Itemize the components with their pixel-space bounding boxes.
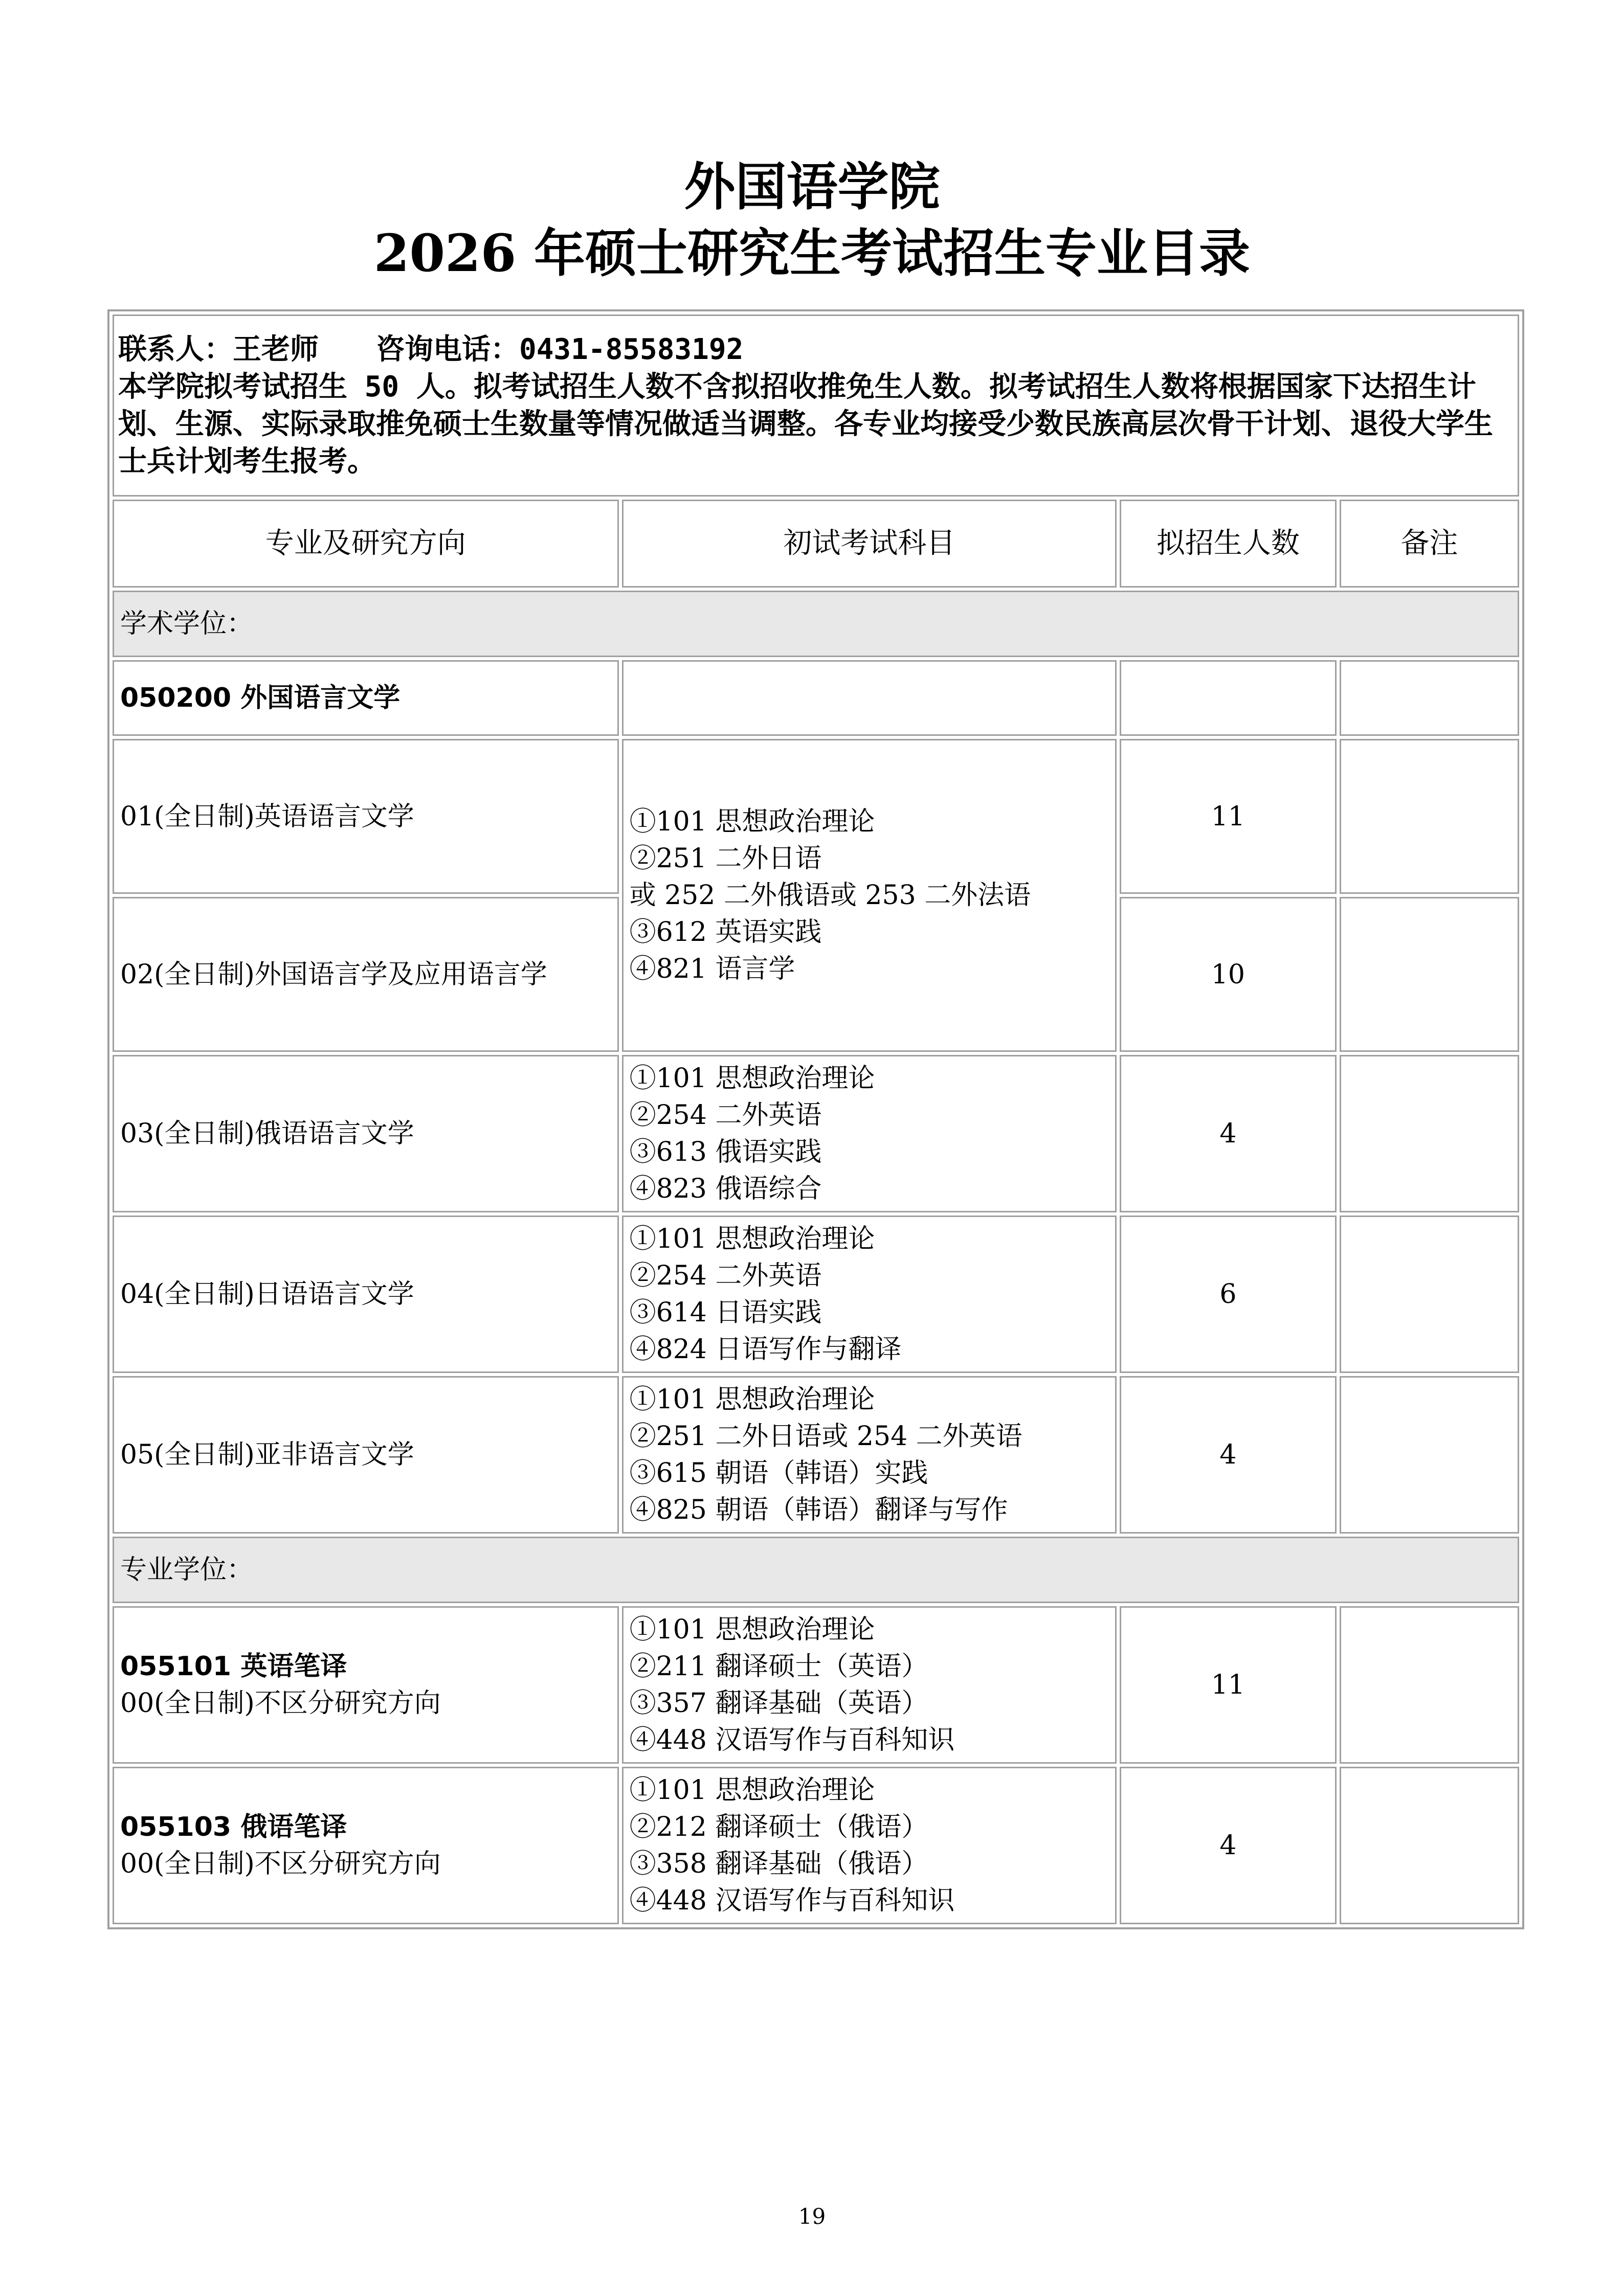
exam-item: ④824 日语写作与翻译 — [629, 1334, 902, 1365]
exam-item: ④448 汉语写作与百科知识 — [629, 1885, 955, 1916]
section-professional: 专业学位： — [113, 1537, 1519, 1603]
info-row — [113, 314, 1519, 497]
note-cell — [1340, 1376, 1519, 1534]
major-label: 055103 俄语笔译 — [120, 1812, 347, 1842]
empty-cell — [1120, 660, 1337, 736]
note-cell — [1340, 739, 1519, 894]
count-cell: 4 — [1120, 1055, 1337, 1212]
exam-item: ③613 俄语实践 — [629, 1137, 822, 1167]
exam-cell — [622, 1606, 1117, 1764]
count-cell: 11 — [1120, 1606, 1337, 1764]
exam-cell — [622, 1376, 1117, 1534]
count-cell: 4 — [1120, 1376, 1337, 1534]
enrollment-description: 本学院拟考试招生 50 人。拟考试招生人数不含拟招收推免生人数。拟考试招生人数将根据国家下达招生计划、生源、实际录取推免硕士生数量等情况做适当调整。各专业均接受少数民族高层次骨干计划、退役大学生士兵计划考生报考。 — [118, 370, 1493, 478]
exam-item: ④823 俄语综合 — [629, 1174, 822, 1204]
exam-item: ①101 思想政治理论 — [629, 1224, 875, 1254]
direction-cell: 01(全日制)英语语言文学 — [113, 739, 619, 894]
section-academic: 学术学位： — [113, 591, 1519, 657]
header-count: 拟招生人数 — [1120, 500, 1337, 588]
title-catalog: 2026 年硕士研究生考试招生专业目录 — [373, 223, 1251, 283]
direction-cell — [113, 1606, 619, 1764]
exam-item: ①101 思想政治理论 — [629, 806, 875, 837]
exam-item: ②254 二外英语 — [629, 1100, 822, 1131]
exam-item: ②251 二外日语或 254 二外英语 — [629, 1421, 1022, 1452]
direction-cell: 02(全日制)外国语言学及应用语言学 — [113, 897, 619, 1052]
exam-item: ②254 二外英语 — [629, 1260, 822, 1291]
exam-item: ③612 英语实践 — [629, 917, 822, 948]
exam-item: ②211 翻译硕士（英语） — [629, 1651, 928, 1682]
contact-line: 联系人：王老师 咨询电话：0431-85583192 — [118, 333, 744, 366]
exam-cell — [622, 1215, 1117, 1373]
title-school: 外国语学院 — [684, 156, 940, 217]
direction-cell: 05(全日制)亚非语言文学 — [113, 1376, 619, 1534]
major-row — [113, 660, 1519, 736]
page-number: 19 — [798, 2204, 826, 2229]
note-cell — [1340, 1767, 1519, 1924]
exam-cell — [622, 739, 1117, 1052]
direction-cell: 03(全日制)俄语语言文学 — [113, 1055, 619, 1212]
exam-item: ③357 翻译基础（英语） — [629, 1688, 928, 1719]
direction-cell — [113, 1767, 619, 1924]
major-cell: 050200 外国语言文学 — [113, 660, 619, 736]
header-direction: 专业及研究方向 — [113, 500, 619, 588]
exam-item: ②251 二外日语 — [629, 843, 822, 874]
exam-item: ④821 语言学 — [629, 954, 795, 984]
catalog-table — [107, 309, 1524, 1929]
section-row-academic — [113, 591, 1519, 657]
exam-item: ①101 思想政治理论 — [629, 1384, 875, 1415]
exam-item: ①101 思想政治理论 — [629, 1614, 875, 1645]
exam-item: ①101 思想政治理论 — [629, 1063, 875, 1094]
count-cell: 6 — [1120, 1215, 1337, 1373]
table-row — [113, 1606, 1519, 1764]
count-cell: 10 — [1120, 897, 1337, 1052]
note-cell — [1340, 1606, 1519, 1764]
direction-cell: 04(全日制)日语语言文学 — [113, 1215, 619, 1373]
empty-cell — [1340, 660, 1519, 736]
direction-label: 00(全日制)不区分研究方向 — [120, 1849, 441, 1879]
exam-item: 或 252 二外俄语或 253 二外法语 — [629, 880, 1031, 911]
section-row-professional — [113, 1537, 1519, 1603]
table-row — [113, 739, 1519, 894]
count-cell: 11 — [1120, 739, 1337, 894]
header-exam: 初试考试科目 — [622, 500, 1117, 588]
page-title — [0, 153, 1624, 286]
table-row — [113, 1767, 1519, 1924]
note-cell — [1340, 1055, 1519, 1212]
table-row — [113, 1376, 1519, 1534]
exam-cell — [622, 1767, 1117, 1924]
exam-item: ③358 翻译基础（俄语） — [629, 1849, 928, 1879]
exam-item: ④448 汉语写作与百科知识 — [629, 1725, 955, 1755]
note-cell — [1340, 1215, 1519, 1373]
exam-item: ②212 翻译硕士（俄语） — [629, 1812, 928, 1842]
count-cell: 4 — [1120, 1767, 1337, 1924]
header-note: 备注 — [1340, 500, 1519, 588]
exam-item: ①101 思想政治理论 — [629, 1775, 875, 1806]
info-cell — [113, 314, 1519, 497]
major-label: 055101 英语笔译 — [120, 1651, 347, 1682]
exam-cell — [622, 1055, 1117, 1212]
exam-item: ③614 日语实践 — [629, 1297, 822, 1328]
note-cell — [1340, 897, 1519, 1052]
exam-item: ④825 朝语（韩语）翻译与写作 — [629, 1495, 1008, 1525]
header-row — [113, 500, 1519, 588]
empty-cell — [622, 660, 1117, 736]
table-row — [113, 1055, 1519, 1212]
exam-item: ③615 朝语（韩语）实践 — [629, 1458, 928, 1489]
direction-label: 00(全日制)不区分研究方向 — [120, 1688, 441, 1719]
table-row — [113, 1215, 1519, 1373]
